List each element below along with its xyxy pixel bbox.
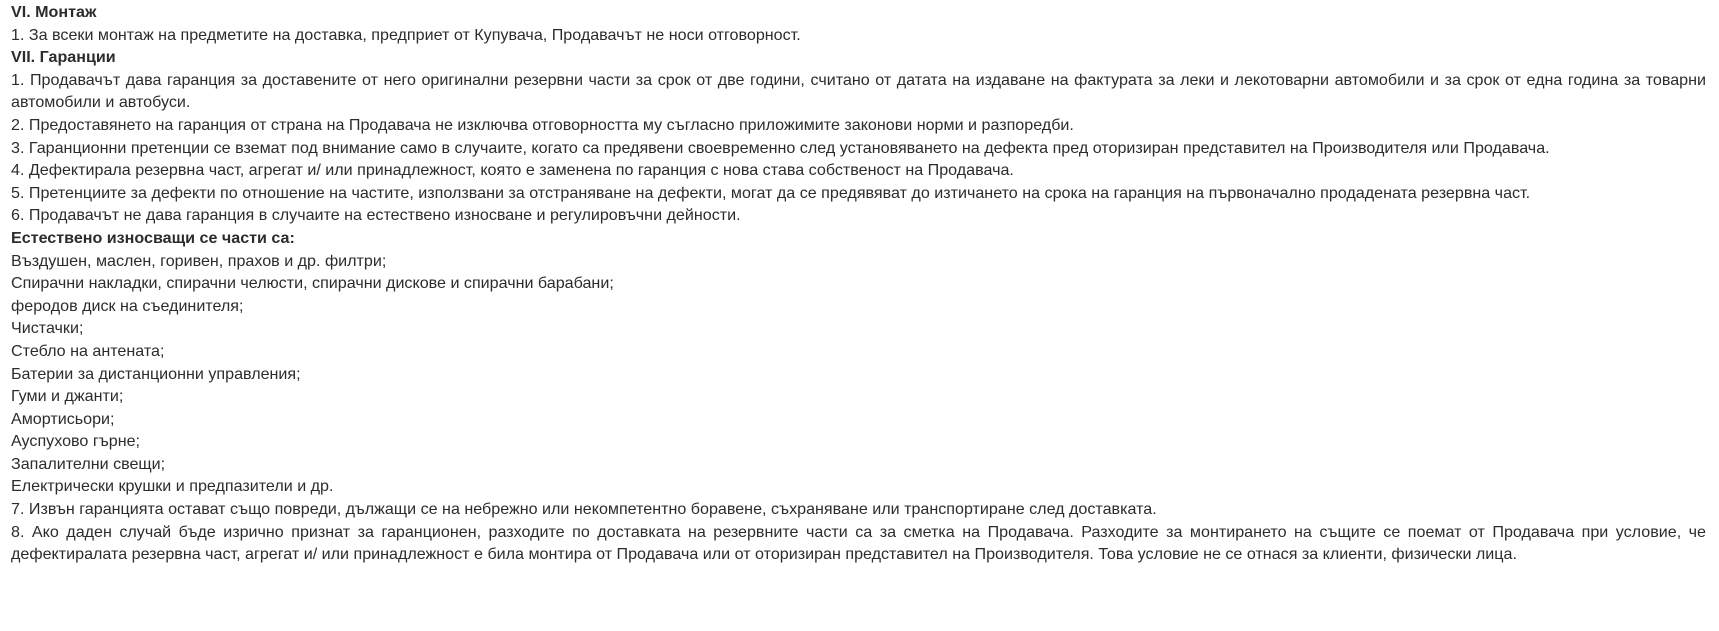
wear-part-item: феродов диск на съединителя; [11,296,244,315]
wear-part-item: Запалителни свещи; [11,454,166,473]
wear-part-item: Ауспухово гърне; [11,432,141,451]
warranty-clause-6: 6. Продавачът не дава гаранция в случаите на естествено износване и регулировъчни дейности. [11,206,741,225]
section-heading-installation: VI. Монтаж [11,3,97,21]
wear-part-item: Въздушен, маслен, горивен, прахов и др. филтри; [11,251,387,270]
warranty-clause-5: 5. Претенциите за дефекти по отношение на частите, използвани за отстраняване на дефекти, могат да се предявяват до изтичането на срока на гаранция на първоначално продадената резервна част. [11,183,1531,202]
wear-part-item: Електрически крушки и предпазители и др. [11,477,334,496]
warranty-clause-3: 3. Гаранционни претенции се вземат под внимание само в случаите, когато са предявени своевременно след установяването на дефекта пред оторизиран представител на Производителя или Продавача. [11,138,1550,157]
warranty-clause-8: 8. Ако даден случай бъде изрично признат за гаранционен, разходите по доставката на резервните части са за сметка на Продавача. Разходите за монтирането на същите се поемат от Продавача при условие, че дефектиралата резервна част, агрегат и/ или принадлежност е била монтира от Продавача или от оторизиран представител на Производителя. Това условие не се отнася за клиенти, физически лица. [11,522,1706,564]
warranty-clause-7: 7. Извън гаранцията остават също повреди, дължащи се на небрежно или некомпетентно боравене, съхраняване или транспортиране след доставката. [11,500,1157,519]
wear-part-item: Батерии за дистанционни управления; [11,364,301,383]
warranty-clause-1: 1. Продавачът дава гаранция за доставените от него оригинални резервни части за срок от две години, считано от датата на издаване на фактурата за леки и лекотоварни автомобили и за срок от една година за товарни автомобили и автобуси. [11,70,1706,112]
installation-clause-1: 1. За всеки монтаж на предметите на доставка, предприет от Купувача, Продавачът не носи отговорност. [11,25,801,44]
wear-part-item: Гуми и джанти; [11,387,124,406]
wear-parts-heading: Естествено износващи се части са: [11,228,295,247]
warranty-clause-4: 4. Дефектирала резервна част, агрегат и/ или принадлежност, която е заменена по гаранция с нова става собственост на Продавача. [11,161,1014,180]
wear-part-item: Стебло на антената; [11,341,165,360]
section-heading-warranties: VII. Гаранции [11,48,116,67]
warranty-clause-2: 2. Предоставянето на гаранция от страна на Продавача не изключва отговорността му съгласно приложимите законови норми и разпоредби. [11,115,1074,134]
wear-part-item: Спирачни накладки, спирачни челюсти, спирачни дискове и спирачни барабани; [11,274,614,293]
wear-part-item: Чистачки; [11,319,84,338]
document-page [11,1,1706,566]
wear-part-item: Амортисьори; [11,409,115,428]
